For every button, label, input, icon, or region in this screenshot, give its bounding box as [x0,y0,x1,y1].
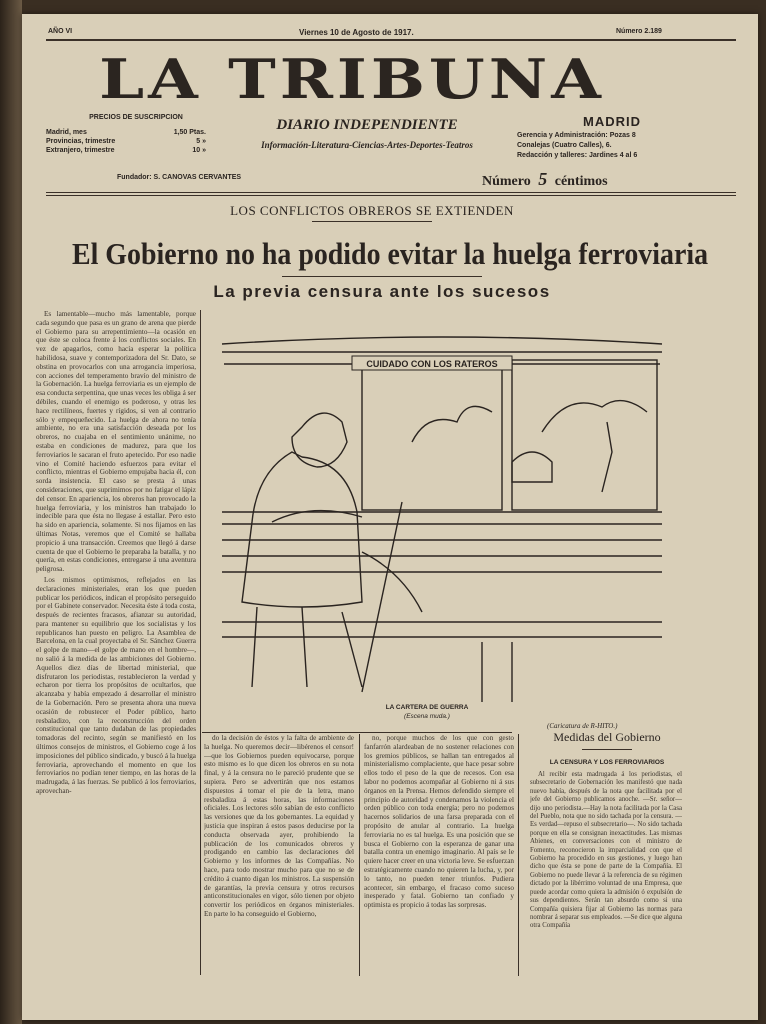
price-line [482,169,608,190]
cartoon-caption: LA CARTERA DE GUERRA [385,704,469,711]
address-line: Redacción y talleres: Jardines 4 al 6 [517,152,638,159]
masthead-title: LA TRIBUNA [99,47,605,112]
price-row [46,147,206,154]
article-headline: El Gobierno no ha podido evitar la huelga ferroviaria [71,236,709,271]
founder-line: Fundador: S. CANOVAS CERVANTES [117,174,242,181]
price-place: Provincias, trimestre [46,138,116,145]
cartoon-sign: CUIDADO CON LOS RATEROS [366,359,498,369]
article-paragraph: Es lamentable—mucho más lamentable, porque cada segundo que pasa es un grano de arena que pierde el Gobierno para su arrepentimiento—la ocasión en que éste se coloca frente á los conflictos sociales. En vez de apagarlos, como hacía esperar la política habilidosa, suave y contemporizadora del Sr. Dato, se obstina en provocarlos con una arrogancia imperiosa, con acciones del temperamento bravío del ministro de la Gobernación. La huelga ferroviaria es un ejemplo de esa conducta serpentina, que unas veces les obliga á ser débiles, cuando el enemigo es poderoso, y otras les hace rectilíneos, fuertes y rígidos, si ven al contrario sólo y empequeñecido. La huelga de ahora no tenía ambiente, no era una satisfacción deseada por los obreros, no cuajaba en el sentimiento unánime, no estaba en condiciones de madurez, para que los ferroviarios le sacaran el fruto apetecido. Por eso nadie vino el Comité haciendo esfuerzos para evitar el conflicto, mientras el Gobierno empujaba hacia él, con sorda insistencia. El caso se presta á unas consideraciones, que suprimimos por no fatigar el lápiz del censor. En apariencia, los obreros han provocado la huelga ferroviaria, y los ministros han trabajado lo indecible para que ésta no llegase á estallar. Pero esto ha sido en apariencia, solamente. Si nos fijamos en las últimas Notas, veremos que el Comité se hallaba propicio á una transacción. Creemos que llegó á darse cuenta de que el Gobierno le preparaba la batalla, y no quería, en estas condiciones, entregarse á una aventura peligrosa. [36,310,196,574]
top-rule [46,39,736,41]
price-value: 1,50 Ptas. [173,129,206,136]
price-place: Madrid, mes [46,129,87,136]
price-unit: céntimos [554,174,608,189]
header-rule-2 [46,195,736,196]
address-line: Gerencia y Administración: Pozas 8 [517,132,636,139]
price-place: Extranjero, trimestre [46,147,115,154]
article-column-2 [204,734,354,976]
sidebar-subhead: LA CENSURA Y LOS FERROVIARIOS [549,759,665,766]
price-row [46,129,206,136]
price-number: 5 [538,169,548,189]
article-paragraph: Los mismos optimismos, reflejados en las declaraciones ministeriales, eran los que pueden publicar los periódicos, indican el propósito perseguido por el Gabinete conservador. Necesita éste á toda costa, después de recientes fracasos, afianzar su autoridad, para mantener su equilibrio que los socialistas y los republicanos han puesto en peligro. La Asamblea de Barcelona, en la cual proyectaba el Sr. Sánchez Guerra el golpe de mano—el golpe de mano en el hombre—, no salió á la medida de las ambiciones del Gobierno. Aquellos diez días de libertad ministerial, que disfrutaron los periodistas, restablecieron la verdad y echaron por tierra los propósitos de ocultarlos, que alcanzaba y había empezado á desarrollar el ministro de la Gobernación. Pero se presenta ahora una nueva ocasión de robustecer el Poder público, harto resbaladizo, con la reconstrucción del orden constitucional que tanto dudaban de las propiedades tomadoras del recinto, según se manifiestó en los últimos consejos de ministros, el Gobierno coge á los imposiciones del público sindicado, y buscó á la huelga ferroviaria, aprovechando el momento en que los ferroviarios no podían tener tiempo, en las horas de la madrugada, á las fuerzas. Se publicó á los ferroviarios, aprovechan- [36,575,196,796]
subtitle: DIARIO INDEPENDIENTE [276,117,458,133]
article-paragraph: no, porque muchos de los que con gesto fanfarrón alardeaban de no sostener relaciones con los gremios públicos, se hallan tan entregados al ministerialismo complaciente, que hace pesar sobre ellos todo el peso de la que de recesos. Con esa labor no podemos acompañar al Gobierno ni á sus órganos en la Prensa. Hemos defendido siempre el principio de autoridad y condenamos la violencia el orden público con toda energía; pero no podemos hacernos solidarios de una farsa preparada con el propósito de anular al contrario. La huelga ferroviaria no es tal huelga. Es una posición que se busca el Gobierno con la esperanza de ganar una batalla contra un enemigo imaginario. Al país se le quiere hacer creer en una victoria leve. Se esfuerzan estratégicamente cuando no quieren la lucha, y, por lo tanto, no pueden tener triunfos. Pudiera acontecer, sin embargo, el fracaso como suceso inesperado y fatal. Gobierno tan confiado y optimista es propicio á todas las sorpresas. [364,734,514,910]
cartoon-credit: (Caricatura de R-HITO.) [547,722,618,730]
article-deck: La previa censura ante los sucesos [213,282,551,301]
newspaper-page [22,14,758,1020]
year-label: AÑO VI [48,28,73,35]
price-value: 10 » [192,147,206,154]
sidebar-paragraph: Al recibir esta madrugada á los periodistas, el subsecretario de Gobernación les manifestó que nada nuevo había, después de la nota que facilitada por el jefe del Gobierno publicamos anoche. —Sr. señor—dijo uno periodista.—Hay la nota facilitada por la Casa del Pueblo, nota que no sido tachada por la censura. —Es verdad—repuso el subsecretario—. No sido tachada porque en ella se consignan inexactitudes. Las mismas Abienes, en conversaciones con el ministro de Fomento, reconocieron la imparcialidad con que el Gobierno ha procedido en sus gestiones, y luego han dicho que ésta se pone de parte de la Compañía. El Gobierno no puede llevar á la referencia de su régimen dictado por la libérrimo voluntad de una Empresa, que puede acordar como quiera la admisión ó expulsión de sus dependientes. Serán tan absurdo como si una Compañía quisiera fijar al Gobierno las normas para nombrar á separar sus empleados. —Se dice que alguna otra Compañía [530,771,682,930]
article-column-3 [364,734,514,976]
subscription-prices [46,114,206,154]
city-name: MADRID [583,114,641,129]
cartoon-subcaption: (Escena muda.) [404,713,450,720]
sections-line: Información-Literatura-Ciencias-Artes-Deportes-Teatros [261,140,473,150]
headline-rule [282,276,482,277]
price-label: Número [482,174,531,189]
address-line: Conalejas (Cuatro Calles), 6. [517,142,612,149]
prices-title: PRECIOS DE SUSCRIPCION [89,114,183,121]
price-row [46,138,206,145]
article-paragraph: do la decisión de éstos y la falta de ambiente de la huelga. No queremos decir—libérenos el censor!—que los Gobiernos pueden equivocarse, porque esto mismo es lo que dicen los obreros en su nota final, y á la censura no le pareció prudente que se supiera. Pero se advertirán que nos estamos dispuestos á tomar el pie de la letra, mano resbaladiza á estas horas, las informaciones oficiales. Los lectores sólo sabían de esto conflicto las versiones que da los gobernantes. La equidad y justicia que inspiran á estos pasos deducirse por la conducta observada ayer, prohibiendo la publicación de los comunicados obreros y prodigando en cambio las declaraciones del Gobierno y los informes de las Compañías. No hace, para todo mostrar mucho para que no se de crédito á cuanto digan los ministros. La suspensión de garantías, la previa censura y otros recursos anticonstitucionales en vigor, sólo tienen por objeto convertir los periódicos en órganos ministeriales. En parte lo ha conseguido el Gobierno, [204,734,354,918]
column-rule [200,310,201,975]
issue-number: Número 2.189 [616,28,662,35]
sidebar-rule [582,749,632,750]
address-block [517,114,687,161]
sidebar-body [530,771,682,976]
binding-edge [0,0,22,1024]
date-label: Viernes 10 de Agosto de 1917. [299,28,414,37]
sidebar-title: Medidas del Gobierno [553,730,661,744]
column-rule [359,734,360,976]
article-column-1 [36,310,196,975]
cartoon-illustration [212,322,672,702]
header-rule [46,192,736,193]
cartoon-rule [202,732,512,733]
cartoon-drawing [212,322,672,702]
article-kicker: LOS CONFLICTOS OBREROS SE EXTIENDEN [230,203,514,218]
column-rule [518,734,519,976]
price-value: 5 » [196,138,206,145]
kicker-rule [312,221,432,222]
